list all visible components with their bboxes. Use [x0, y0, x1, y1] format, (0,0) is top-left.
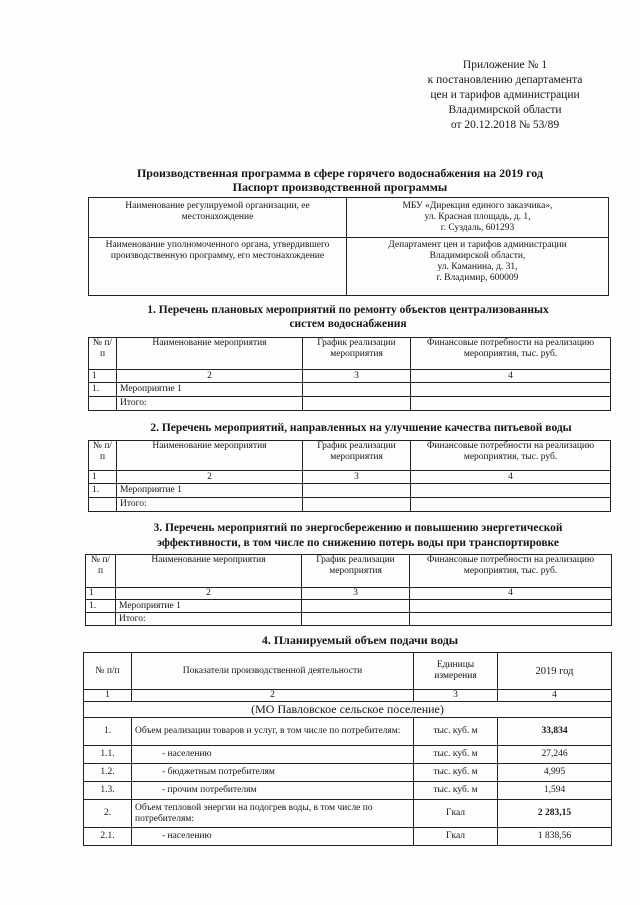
row-unit: Гкал — [414, 828, 498, 846]
table-number-row — [86, 588, 612, 600]
number-cell: 3 — [302, 588, 410, 600]
table-row — [84, 764, 612, 782]
table-row — [84, 800, 612, 828]
number-cell: 2 — [116, 588, 302, 600]
total-label: Итого: — [117, 397, 303, 411]
number-cell: 2 — [117, 370, 303, 383]
table-total-row — [89, 397, 611, 411]
row-number: 1.3. — [84, 782, 132, 800]
row-name: - населению — [132, 746, 414, 764]
table-total-row — [89, 498, 611, 512]
row-schedule — [303, 383, 411, 397]
table-total-row — [86, 613, 612, 626]
row-name: Мероприятие 1 — [117, 484, 303, 498]
table-number-row — [89, 370, 611, 383]
row-number: 1. — [86, 600, 116, 613]
section-4-title: 4. Планируемый объем подачи воды — [261, 633, 459, 647]
row-name: - населению — [132, 828, 414, 846]
number-cell: 3 — [303, 370, 411, 383]
total-blank — [89, 498, 117, 512]
row-number: 1. — [89, 484, 117, 498]
table-header-row — [89, 338, 611, 370]
row-value: 27,246 — [498, 746, 612, 764]
number-cell: 1 — [84, 690, 132, 702]
total-blank — [410, 613, 612, 626]
header-cell: График реализации мероприятия — [303, 338, 411, 370]
header-cell: График реализации мероприятия — [302, 555, 410, 588]
passport-value-line: ул. Каманина, д. 31, — [437, 262, 518, 272]
appendix-line: Владимирской области — [448, 104, 562, 116]
row-name: Мероприятие 1 — [116, 600, 302, 613]
row-value: 1,594 — [498, 782, 612, 800]
header-cell: Финансовые потребности на реализацию мероприятия, тыс. руб. — [411, 441, 611, 471]
row-number: 2. — [84, 800, 132, 828]
header-cell: № п/п — [86, 555, 116, 588]
row-value: 4,995 — [498, 764, 612, 782]
number-cell: 2 — [117, 471, 303, 484]
row-number: 1.1. — [84, 746, 132, 764]
number-cell: 1 — [86, 588, 116, 600]
table-row — [89, 238, 609, 296]
total-blank — [89, 397, 117, 411]
row-schedule — [302, 600, 410, 613]
table-row — [89, 484, 611, 498]
total-blank — [411, 397, 611, 411]
header-cell: Наименование мероприятия — [116, 555, 302, 588]
header-cell: № п/п — [89, 441, 117, 471]
row-name: Мероприятие 1 — [117, 383, 303, 397]
header-cell: Финансовые потребности на реализацию мероприятия, тыс. руб. — [411, 338, 611, 370]
total-blank — [303, 498, 411, 512]
document-title: Производственная программа в сфере горячего водоснабжения на 2019 год — [136, 166, 544, 180]
section-3-table — [85, 554, 612, 626]
header-cell: Наименование мероприятия — [117, 338, 303, 370]
section-1-title-cont: систем водоснабжения — [289, 318, 407, 330]
row-name: - бюджетным потребителям — [132, 764, 414, 782]
appendix-block — [405, 58, 605, 133]
row-name: Объем тепловой энергии на подогрев воды, в том числе по потребителям: — [132, 800, 414, 828]
number-cell: 4 — [498, 690, 612, 702]
number-cell: 3 — [303, 471, 411, 484]
row-unit: тыс. куб. м — [414, 782, 498, 800]
total-label: Итого: — [116, 613, 302, 626]
number-cell: 1 — [89, 471, 117, 484]
header-cell: № п/п — [89, 338, 117, 370]
total-blank — [411, 498, 611, 512]
row-number: 1. — [84, 718, 132, 746]
header-cell: Финансовые потребности на реализацию мероприятия, тыс. руб. — [410, 555, 612, 588]
section-1-table — [88, 337, 611, 411]
passport-label: Наименование регулируемой организации, ее местонахождение — [89, 198, 347, 238]
group-label: (МО Павловское сельское поселение) — [84, 702, 612, 718]
section-2-table — [88, 440, 611, 512]
passport-value — [347, 198, 609, 238]
row-unit: Гкал — [414, 800, 498, 828]
row-name: Объем реализации товаров и услуг, в том числе по потребителям: — [132, 718, 414, 746]
passport-value-line: г. Владимир, 600009 — [436, 273, 519, 283]
passport-value-line: МБУ «Дирекция единого заказчика», — [402, 201, 553, 211]
number-cell: 1 — [89, 370, 117, 383]
total-blank — [303, 397, 411, 411]
passport-value-line: ул. Красная площадь, д. 1, — [424, 212, 531, 222]
table-row — [84, 782, 612, 800]
table-number-row — [84, 690, 612, 702]
section-2-title: 2. Перечень мероприятий, направленных на улучшение качества питьевой воды — [150, 422, 572, 434]
table-row — [84, 718, 612, 746]
header-cell: График реализации мероприятия — [303, 441, 411, 471]
document-subtitle: Паспорт производственной программы — [232, 180, 448, 194]
header-cell: Показатели производственной деятельности — [132, 653, 414, 690]
header-cell: 2019 год — [498, 653, 612, 690]
appendix-line: цен и тарифов администрации — [430, 89, 580, 101]
row-number: 1.2. — [84, 764, 132, 782]
header-cell: Наименование мероприятия — [117, 441, 303, 471]
group-row — [84, 702, 612, 718]
section-1-title: 1. Перечень плановых мероприятий по ремонту объектов централизованных — [147, 304, 549, 316]
passport-value-line: Владимирской области, — [429, 251, 526, 261]
table-header-row — [84, 653, 612, 690]
row-name: - прочим потребителям — [132, 782, 414, 800]
appendix-line: к постановлению департамента — [427, 74, 583, 86]
row-schedule — [303, 484, 411, 498]
table-row — [84, 828, 612, 846]
row-value: 1 838,56 — [498, 828, 612, 846]
header-cell: Единицы измерения — [414, 653, 498, 690]
appendix-line: Приложение № 1 — [462, 59, 548, 71]
number-cell: 4 — [411, 370, 611, 383]
total-label: Итого: — [117, 498, 303, 512]
row-unit: тыс. куб. м — [414, 746, 498, 764]
appendix-line: от 20.12.2018 № 53/89 — [450, 119, 560, 131]
total-blank — [86, 613, 116, 626]
passport-value — [347, 238, 609, 296]
table-header-row — [86, 555, 612, 588]
table-row — [86, 600, 612, 613]
table-row — [89, 198, 609, 238]
table-header-row — [89, 441, 611, 471]
table-row — [89, 383, 611, 397]
row-number: 1. — [89, 383, 117, 397]
total-blank — [302, 613, 410, 626]
passport-value-line: г. Суздаль, 601293 — [440, 223, 515, 233]
table-number-row — [89, 471, 611, 484]
row-unit: тыс. куб. м — [414, 764, 498, 782]
volume-table — [83, 652, 612, 846]
number-cell: 4 — [410, 588, 612, 600]
number-cell: 4 — [411, 471, 611, 484]
row-unit: тыс. куб. м — [414, 718, 498, 746]
number-cell: 3 — [414, 690, 498, 702]
passport-table — [88, 197, 609, 296]
row-cost — [411, 484, 611, 498]
row-value: 33,834 — [498, 718, 612, 746]
passport-label: Наименование уполномоченного органа, утвердившего производственную программу, его местонахождение — [89, 238, 347, 296]
number-cell: 2 — [132, 690, 414, 702]
table-row — [84, 746, 612, 764]
row-value: 2 283,15 — [498, 800, 612, 828]
passport-value-line: Департамент цен и тарифов администрации — [388, 240, 567, 250]
row-number: 2.1. — [84, 828, 132, 846]
header-cell: № п/п — [84, 653, 132, 690]
section-3-title: 3. Перечень мероприятий по энергосбережению и повышению энергетической — [153, 522, 563, 534]
row-cost — [411, 383, 611, 397]
row-cost — [410, 600, 612, 613]
section-3-title-cont: эффективности, в том числе по снижению потерь воды при транспортировке — [157, 537, 559, 549]
